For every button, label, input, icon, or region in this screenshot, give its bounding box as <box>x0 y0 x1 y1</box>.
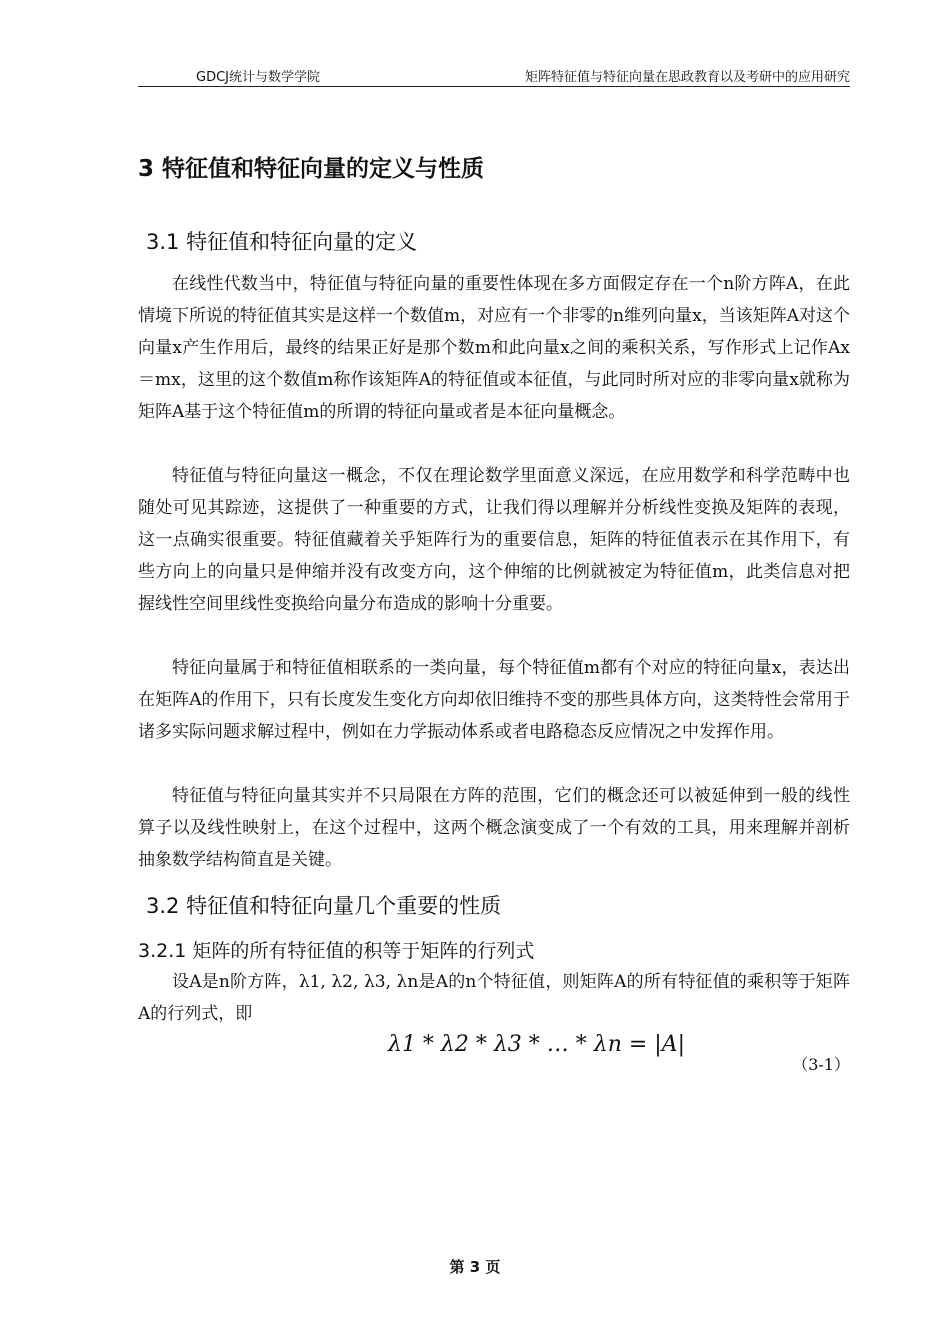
section-title: 3 特征值和特征向量的定义与性质 <box>138 156 485 182</box>
header-paper-title: 矩阵特征值与特征向量在思政教育以及考研中的应用研究 <box>524 70 850 85</box>
subsection-3-2-title: 3.2 特征值和特征向量几个重要的性质 <box>146 894 502 918</box>
paragraph-generalization: 特征值与特征向量其实并不只局限在方阵的范围，它们的概念还可以被延伸到一般的线性算子以及线性映射上，在这个过程中，这两个概念演变成了一个有效的工具，用来理解并剖析抽象数学结构简直是关键。 <box>138 786 850 870</box>
paragraph-definition: 在线性代数当中，特征值与特征向量的重要性体现在多方面假定存在一个n阶方阵A，在此情境下所说的特征值其实是这样一个数值m，对应有一个非零的n维列向量x，当该矩阵A对这个向量x产生作用后，最终的结果正好是那个数m和此向量x之间的乘积关系，写作形式上记作Ax＝mx，这里的这个数值m称作该矩阵A的特征值或本征值，与此同时所对应的非零向量x就称为矩阵A基于这个特征值m的所谓的特征向量或者是本征向量概念。 <box>138 274 850 422</box>
page-number: 第 3 页 <box>449 1258 501 1276</box>
page-header <box>138 64 850 87</box>
paragraph-determinant-property: 设A是n阶方阵，λ1, λ2, λ3, λn是A的n个特征值，则矩阵A的所有特征值的乘积等于矩阵A的行列式，即 <box>138 972 850 1024</box>
paragraph-eigenvector: 特征向量属于和特征值相联系的一类向量，每个特征值m都有个对应的特征向量x，表达出在矩阵A的作用下，只有长度发生变化方向却依旧维持不变的那些具体方向，这类特性会常用于诸多实际问题求解过程中，例如在力学振动体系或者电路稳态反应情况之中发挥作用。 <box>138 658 850 742</box>
subsection-3-1-title: 3.1 特征值和特征向量的定义 <box>146 230 418 254</box>
header-institution: GDCJ统计与数学学院 <box>196 70 320 85</box>
equation-3-1: λ1 * λ2 * λ3 * … * λn = |A| <box>388 1032 686 1057</box>
subsection-3-2-1-title: 3.2.1 矩阵的所有特征值的积等于矩阵的行列式 <box>138 940 535 962</box>
equation-number: （3-1） <box>792 1055 850 1074</box>
paragraph-significance: 特征值与特征向量这一概念，不仅在理论数学里面意义深远，在应用数学和科学范畴中也随处可见其踪迹，这提供了一种重要的方式，让我们得以理解并分析线性变换及矩阵的表现，这一点确实很重要。特征值藏着关乎矩阵行为的重要信息，矩阵的特征值表示在其作用下，有些方向上的向量只是伸缩并没有改变方向，这个伸缩的比例就被定为特征值m，此类信息对把握线性空间里线性变换给向量分布造成的影响十分重要。 <box>138 466 850 614</box>
